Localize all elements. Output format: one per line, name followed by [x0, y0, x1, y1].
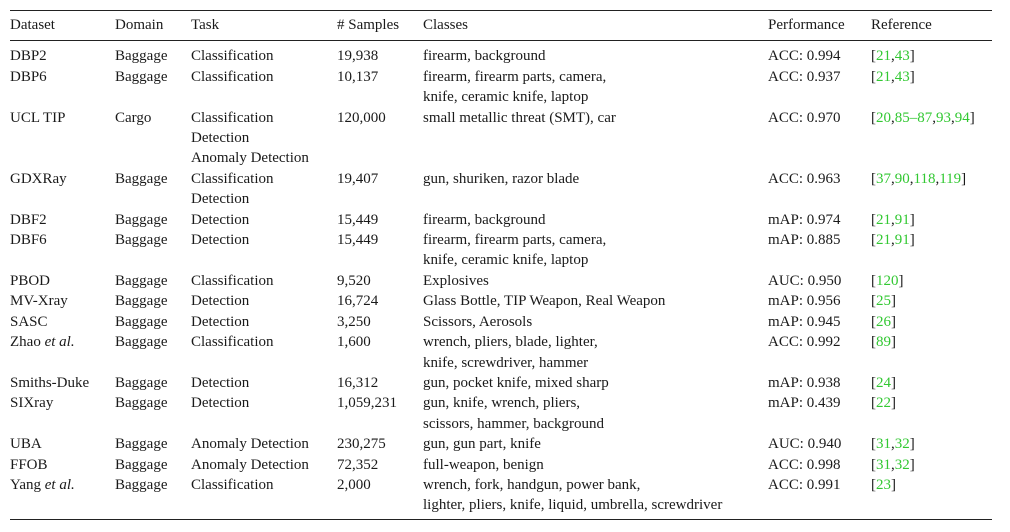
ref-separator: , — [891, 436, 895, 453]
cell-dataset — [10, 434, 115, 454]
dataset-name: FFOB — [10, 456, 48, 473]
table-row — [10, 332, 992, 373]
classes-line: firearm, firearm parts, camera, — [423, 232, 607, 249]
bracket-close: ] — [891, 374, 896, 391]
cell-task — [191, 41, 337, 67]
classes-line: knife, screwdriver, hammer — [423, 354, 589, 371]
cell-performance: AUC: 0.940 — [768, 436, 842, 453]
cell-domain: Baggage — [115, 170, 168, 187]
table-row — [10, 312, 992, 332]
task-line: Detection — [191, 395, 250, 412]
table-row — [10, 434, 992, 454]
bracket-close: ] — [961, 170, 967, 187]
table-row — [10, 41, 992, 67]
cell-task — [191, 312, 337, 332]
header-reference: Reference — [871, 17, 932, 33]
classes-line: Explosives — [423, 272, 489, 289]
cell-domain: Baggage — [115, 374, 168, 391]
header-domain: Domain — [115, 17, 164, 33]
cell-samples: 19,407 — [337, 170, 379, 187]
cell-dataset — [10, 475, 115, 519]
table-row — [10, 67, 992, 108]
bracket-close: ] — [891, 313, 896, 330]
cell-dataset — [10, 210, 115, 230]
table-row — [10, 291, 992, 311]
dataset-name: UCL TIP — [10, 109, 66, 126]
classes-line: wrench, pliers, blade, lighter, — [423, 334, 598, 351]
cell-domain: Baggage — [115, 313, 168, 330]
citation-link[interactable]: 24 — [876, 374, 891, 391]
bracket-close: ] — [909, 68, 915, 85]
cell-task — [191, 230, 337, 271]
cell-task — [191, 373, 337, 393]
cell-classes — [423, 108, 768, 169]
cell-task — [191, 67, 337, 108]
cell-task — [191, 475, 337, 519]
cell-classes — [423, 373, 768, 393]
table-header — [10, 11, 992, 41]
cell-task — [191, 108, 337, 169]
ref-separator: , — [891, 170, 895, 187]
cell-reference — [871, 373, 992, 393]
cell-reference — [871, 434, 992, 454]
cell-samples: 3,250 — [337, 313, 371, 330]
header-classes: Classes — [423, 17, 468, 33]
cell-reference — [871, 291, 992, 311]
table-row — [10, 373, 992, 393]
citation-link[interactable]: 32 — [894, 436, 910, 453]
ref-separator: , — [891, 456, 895, 473]
cell-task — [191, 332, 337, 373]
bracket-open: [ — [871, 476, 876, 493]
bracket-open: [ — [871, 170, 876, 187]
bracket-open: [ — [871, 293, 876, 310]
citation-link[interactable]: 118 — [913, 170, 936, 187]
cell-task — [191, 393, 337, 434]
citation-link[interactable]: 31 — [876, 436, 891, 453]
cell-task — [191, 210, 337, 230]
classes-line: gun, pocket knife, mixed sharp — [423, 374, 609, 391]
task-line: Detection — [191, 232, 250, 249]
classes-line: Scissors, Aerosols — [423, 313, 533, 330]
dataset-name: Smiths-Duke — [10, 374, 90, 391]
bracket-close: ] — [909, 436, 915, 453]
bracket-open: [ — [871, 395, 876, 412]
table-container — [10, 10, 992, 520]
classes-line: knife, ceramic knife, laptop — [423, 89, 589, 106]
cell-dataset — [10, 312, 115, 332]
cell-domain: Baggage — [115, 436, 168, 453]
header-performance: Performance — [768, 17, 845, 33]
dataset-name: DBP6 — [10, 68, 47, 85]
citation-link[interactable]: 23 — [876, 476, 891, 493]
cell-dataset — [10, 271, 115, 291]
dataset-name: Yang — [10, 476, 41, 493]
cell-performance: ACC: 0.998 — [768, 456, 841, 473]
cell-classes — [423, 210, 768, 230]
cell-classes — [423, 291, 768, 311]
table-row — [10, 393, 992, 434]
bracket-close: ] — [891, 476, 896, 493]
cell-samples: 10,137 — [337, 68, 379, 85]
header-row — [10, 11, 992, 41]
cell-reference — [871, 393, 992, 434]
bracket-open: [ — [871, 211, 876, 228]
task-line: Classification — [191, 48, 274, 65]
dataset-name: DBF2 — [10, 211, 47, 228]
task-line: Anomaly Detection — [191, 456, 309, 473]
cell-dataset — [10, 230, 115, 271]
cell-domain: Baggage — [115, 456, 168, 473]
dataset-name: DBP2 — [10, 48, 47, 65]
citation-link[interactable]: 31 — [876, 456, 891, 473]
task-line: Detection — [191, 293, 250, 310]
task-line: Classification — [191, 334, 274, 351]
citation-link[interactable]: 21 — [876, 211, 891, 228]
ref-separator: , — [891, 232, 895, 249]
citation-link[interactable]: 21 — [876, 48, 891, 65]
task-line: Anomaly Detection — [191, 150, 309, 167]
cell-performance: AUC: 0.950 — [768, 272, 842, 289]
cell-domain: Baggage — [115, 232, 168, 249]
classes-line: Glass Bottle, TIP Weapon, Real Weapon — [423, 293, 666, 310]
table-row — [10, 475, 992, 519]
cell-performance: ACC: 0.963 — [768, 170, 841, 187]
ref-separator: , — [951, 109, 955, 126]
task-line: Detection — [191, 191, 250, 208]
table-row — [10, 230, 992, 271]
ref-separator: , — [891, 68, 895, 85]
bracket-close: ] — [969, 109, 975, 126]
cell-domain: Baggage — [115, 68, 168, 85]
bracket-open: [ — [871, 68, 876, 85]
ref-separator: , — [891, 211, 895, 228]
citation-link[interactable]: 91 — [894, 232, 910, 249]
bracket-close: ] — [909, 232, 915, 249]
cell-samples: 9,520 — [337, 272, 371, 289]
classes-line: firearm, background — [423, 48, 546, 65]
cell-samples: 120,000 — [337, 109, 386, 126]
citation-link[interactable]: 21 — [876, 68, 891, 85]
cell-classes — [423, 434, 768, 454]
table-row — [10, 210, 992, 230]
dataset-name: GDXRay — [10, 170, 67, 187]
citation-link[interactable]: 120 — [876, 272, 899, 289]
cell-reference — [871, 312, 992, 332]
table-row — [10, 169, 992, 210]
cell-performance: ACC: 0.937 — [768, 68, 841, 85]
cell-samples: 72,352 — [337, 456, 379, 473]
cell-classes — [423, 332, 768, 373]
task-line: Classification — [191, 272, 274, 289]
cell-domain: Baggage — [115, 272, 168, 289]
ref-separator: , — [891, 48, 895, 65]
cell-reference — [871, 455, 992, 475]
citation-link[interactable]: 89 — [876, 334, 891, 351]
cell-reference — [871, 230, 992, 271]
task-line: Detection — [191, 313, 250, 330]
classes-line: gun, knife, wrench, pliers, — [423, 395, 581, 412]
dataset-name: Zhao — [10, 334, 41, 351]
bracket-close: ] — [909, 456, 915, 473]
cell-performance: mAP: 0.956 — [768, 293, 841, 310]
cell-dataset — [10, 455, 115, 475]
cell-domain: Baggage — [115, 48, 168, 65]
header-samples: # Samples — [337, 17, 400, 33]
header-dataset: Dataset — [10, 17, 55, 33]
classes-line: firearm, background — [423, 211, 546, 228]
bracket-close: ] — [891, 293, 896, 310]
cell-domain: Baggage — [115, 395, 168, 412]
cell-reference — [871, 67, 992, 108]
classes-line: firearm, firearm parts, camera, — [423, 68, 607, 85]
cell-performance: ACC: 0.970 — [768, 109, 841, 126]
table-row — [10, 271, 992, 291]
cell-classes — [423, 67, 768, 108]
bracket-close: ] — [898, 272, 904, 289]
cell-dataset — [10, 169, 115, 210]
cell-classes — [423, 455, 768, 475]
cell-task — [191, 271, 337, 291]
citation-link[interactable]: 37 — [876, 170, 891, 187]
classes-line: scissors, hammer, background — [423, 415, 605, 432]
task-line: Detection — [191, 374, 250, 391]
table-row — [10, 455, 992, 475]
cell-domain: Baggage — [115, 293, 168, 310]
citation-link[interactable]: 94 — [954, 109, 970, 126]
citation-link[interactable]: 43 — [894, 48, 910, 65]
citation-link[interactable]: 25 — [876, 293, 891, 310]
cell-dataset — [10, 393, 115, 434]
citation-link[interactable]: 32 — [894, 456, 910, 473]
classes-line: wrench, fork, handgun, power bank, — [423, 476, 641, 493]
cell-reference — [871, 475, 992, 519]
dataset-name: UBA — [10, 436, 42, 453]
cell-classes — [423, 475, 768, 519]
bracket-open: [ — [871, 313, 876, 330]
cell-reference — [871, 108, 992, 169]
cell-task — [191, 455, 337, 475]
bracket-open: [ — [871, 48, 876, 65]
cell-performance: mAP: 0.945 — [768, 313, 841, 330]
task-line: Classification — [191, 170, 274, 187]
cell-performance: mAP: 0.439 — [768, 395, 841, 412]
cell-samples: 15,449 — [337, 232, 379, 249]
datasets-table — [10, 10, 992, 520]
citation-link[interactable]: 43 — [894, 68, 910, 85]
bracket-open: [ — [871, 374, 876, 391]
cell-samples: 16,724 — [337, 293, 379, 310]
classes-line: gun, shuriken, razor blade — [423, 170, 580, 187]
cell-dataset — [10, 291, 115, 311]
dataset-name: MV-Xray — [10, 293, 68, 310]
cell-reference — [871, 41, 992, 67]
table-body — [10, 41, 992, 519]
citation-link[interactable]: 22 — [876, 395, 891, 412]
task-line: Detection — [191, 130, 250, 147]
bracket-close: ] — [891, 395, 896, 412]
cell-classes — [423, 169, 768, 210]
cell-samples: 19,938 — [337, 48, 379, 65]
cell-classes — [423, 230, 768, 271]
cell-samples: 15,449 — [337, 211, 379, 228]
cell-domain: Cargo — [115, 109, 152, 126]
classes-line: small metallic threat (SMT), car — [423, 109, 616, 126]
dataset-name: PBOD — [10, 272, 51, 289]
dataset-name: SASC — [10, 313, 48, 330]
cell-classes — [423, 393, 768, 434]
ref-separator: , — [932, 109, 936, 126]
classes-line: lighter, pliers, knife, liquid, umbrella, screwdriver — [423, 497, 723, 514]
task-line: Classification — [191, 109, 274, 126]
cell-task — [191, 169, 337, 210]
cell-task — [191, 291, 337, 311]
task-line: Classification — [191, 476, 274, 493]
bracket-open: [ — [871, 456, 876, 473]
classes-line: full-weapon, benign — [423, 456, 544, 473]
cell-dataset — [10, 373, 115, 393]
bracket-open: [ — [871, 334, 876, 351]
cell-reference — [871, 271, 992, 291]
cell-reference — [871, 332, 992, 373]
ref-separator: , — [935, 170, 940, 187]
cell-performance: mAP: 0.885 — [768, 232, 841, 249]
cell-samples: 2,000 — [337, 476, 371, 493]
bracket-open: [ — [871, 272, 876, 289]
cell-reference — [871, 169, 992, 210]
cell-performance: ACC: 0.991 — [768, 476, 841, 493]
citation-link[interactable]: 90 — [894, 170, 910, 187]
dataset-name-suffix: et al. — [44, 334, 75, 351]
bracket-close: ] — [909, 211, 915, 228]
header-task: Task — [191, 17, 220, 33]
cell-classes — [423, 312, 768, 332]
citation-link[interactable]: 85–87 — [894, 109, 933, 126]
bracket-close: ] — [891, 334, 896, 351]
table-row — [10, 108, 992, 169]
ref-separator: , — [891, 109, 895, 126]
cell-classes — [423, 41, 768, 67]
dataset-name: DBF6 — [10, 232, 47, 249]
cell-samples: 1,600 — [337, 334, 371, 351]
cell-task — [191, 434, 337, 454]
bracket-open: [ — [871, 109, 876, 126]
ref-separator: , — [909, 170, 914, 187]
task-line: Detection — [191, 211, 250, 228]
citation-link[interactable]: 20 — [876, 109, 891, 126]
cell-domain: Baggage — [115, 211, 168, 228]
cell-samples: 230,275 — [337, 436, 386, 453]
cell-samples: 16,312 — [337, 374, 379, 391]
cell-performance: mAP: 0.974 — [768, 211, 841, 228]
citation-link[interactable]: 93 — [936, 109, 951, 126]
cell-dataset — [10, 41, 115, 67]
cell-dataset — [10, 67, 115, 108]
bracket-open: [ — [871, 436, 876, 453]
citation-link[interactable]: 21 — [876, 232, 891, 249]
classes-line: gun, gun part, knife — [423, 436, 541, 453]
cell-domain: Baggage — [115, 334, 168, 351]
cell-dataset — [10, 108, 115, 169]
cell-performance: mAP: 0.938 — [768, 374, 841, 391]
classes-line: knife, ceramic knife, laptop — [423, 252, 589, 269]
cell-performance: ACC: 0.994 — [768, 48, 841, 65]
task-line: Anomaly Detection — [191, 436, 309, 453]
citation-link[interactable]: 119 — [939, 170, 962, 187]
bracket-close: ] — [909, 48, 915, 65]
cell-performance: ACC: 0.992 — [768, 334, 841, 351]
cell-samples: 1,059,231 — [337, 395, 397, 412]
bracket-open: [ — [871, 232, 876, 249]
citation-link[interactable]: 91 — [894, 211, 910, 228]
citation-link[interactable]: 26 — [876, 313, 891, 330]
cell-classes — [423, 271, 768, 291]
dataset-name-suffix: et al. — [44, 476, 75, 493]
dataset-name: SIXray — [10, 395, 54, 412]
cell-dataset — [10, 332, 115, 373]
cell-reference — [871, 210, 992, 230]
cell-domain: Baggage — [115, 476, 168, 493]
task-line: Classification — [191, 68, 274, 85]
